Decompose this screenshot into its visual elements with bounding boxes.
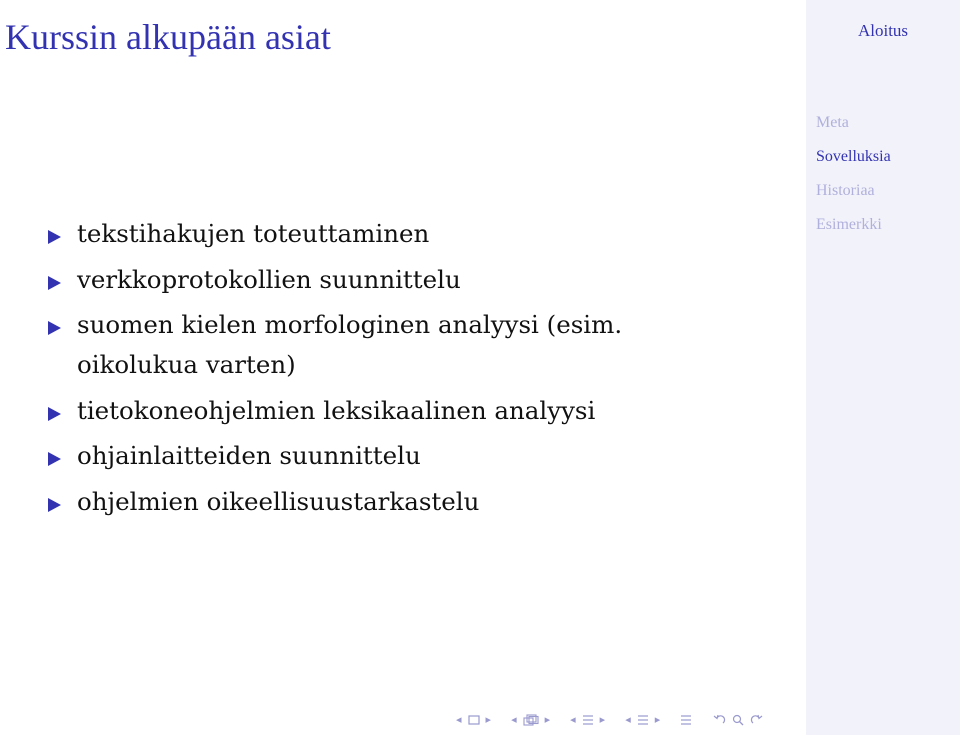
sidebar-item-esimerkki[interactable]: Esimerkki (816, 216, 882, 233)
section-icon[interactable] (582, 714, 594, 726)
back-icon[interactable] (712, 714, 726, 726)
arrow-left-icon[interactable]: ◂ (625, 713, 631, 726)
arrow-left-icon[interactable]: ◂ (570, 713, 576, 726)
sidebar-nav (816, 106, 891, 242)
bullet-arrow-icon (48, 321, 61, 335)
arrow-right-icon[interactable]: ▸ (485, 713, 492, 726)
bullet-text: tekstihakujen toteuttaminen (77, 219, 430, 248)
bullet-item (0, 214, 677, 254)
search-icon[interactable] (732, 714, 744, 726)
bullet-arrow-icon (48, 452, 61, 466)
bullet-item (0, 482, 677, 522)
bullet-arrow-icon (48, 407, 61, 421)
bullet-item (0, 436, 677, 476)
sidebar (806, 0, 960, 735)
bullet-arrow-icon (48, 230, 61, 244)
sidebar-item-meta[interactable]: Meta (816, 114, 849, 131)
bullet-text: ohjainlaitteiden suunnittelu (77, 441, 421, 471)
bullet-arrow-icon (48, 276, 61, 290)
sidebar-item-sovelluksia[interactable]: Sovelluksia (816, 148, 891, 165)
arrow-right-icon[interactable]: ▸ (544, 713, 551, 726)
bullet-text: suomen kielen morfologinen analyysi (esim. oikolukua varten) (77, 310, 623, 380)
frame-title: Kurssin alkupään asiat (5, 17, 331, 57)
sidebar-title[interactable]: Aloitus (857, 21, 909, 40)
bullet-text: ohjelmien oikeellisuustarkastelu (77, 487, 480, 517)
bullet-text: verkkoprotokollien suunnittelu (77, 264, 461, 294)
beamer-navigation-bar (456, 710, 764, 730)
bullet-arrow-icon (48, 498, 61, 512)
arrow-left-icon[interactable]: ◂ (456, 713, 462, 726)
arrow-left-icon[interactable]: ◂ (511, 713, 517, 726)
subsection-icon[interactable] (523, 714, 539, 726)
bullet-list (0, 214, 806, 528)
section-icon[interactable] (637, 714, 649, 726)
bullet-item (0, 391, 677, 431)
bullet-text: tietokoneohjelmien leksikaalinen analyysi (77, 395, 596, 425)
align-icon[interactable] (680, 714, 692, 726)
frame-icon[interactable] (468, 715, 480, 725)
bullet-item (0, 260, 677, 300)
arrow-right-icon[interactable]: ▸ (654, 713, 661, 726)
forward-icon[interactable] (750, 714, 764, 726)
sidebar-item-historiaa[interactable]: Historiaa (816, 182, 875, 199)
arrow-right-icon[interactable]: ▸ (599, 713, 606, 726)
bullet-item (0, 305, 677, 384)
